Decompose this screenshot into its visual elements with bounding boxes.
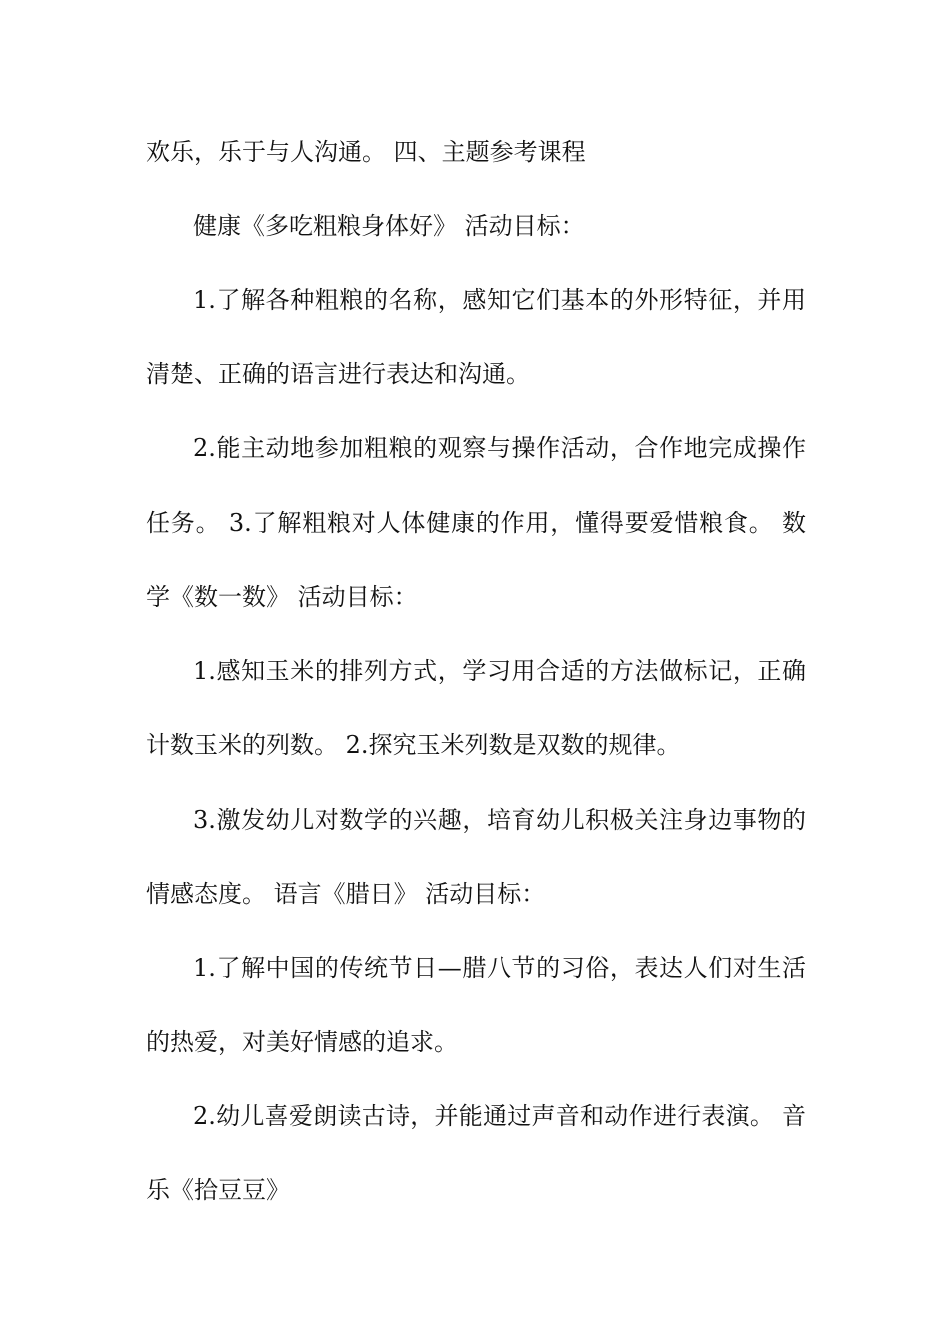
text-line-6: 任务。 3.了解粗粮对人体健康的作用，懂得要爱惜粮食。 数 [146, 509, 806, 537]
text-line-3: 1.了解各种粗粮的名称，感知它们基本的外形特征，并用 [193, 286, 806, 314]
text-line-13: 的热爱，对美好情感的追求。 [146, 1028, 458, 1056]
text-line-1: 欢乐，乐于与人沟通。 四、主题参考课程 [146, 138, 586, 166]
text-line-8: 1.感知玉米的排列方式，学习用合适的方法做标记，正确 [193, 657, 806, 685]
text-line-2: 健康《多吃粗粮身体好》 活动目标： [193, 212, 585, 240]
text-line-11: 情感态度。 语言《腊日》 活动目标： [146, 880, 546, 908]
text-line-12: 1.了解中国的传统节日—腊八节的习俗，表达人们对生活 [193, 954, 806, 982]
text-line-9: 计数玉米的列数。 2.探究玉米列数是双数的规律。 [146, 731, 681, 759]
text-line-4: 清楚、正确的语言进行表达和沟通。 [146, 360, 530, 388]
text-line-14: 2.幼儿喜爱朗读古诗，并能通过声音和动作进行表演。 音 [193, 1102, 806, 1130]
text-line-5: 2.能主动地参加粗粮的观察与操作活动，合作地完成操作 [193, 434, 806, 462]
text-line-15: 乐《拾豆豆》 [146, 1176, 290, 1204]
text-line-10: 3.激发幼儿对数学的兴趣，培育幼儿积极关注身边事物的 [193, 806, 806, 834]
text-line-7: 学《数一数》 活动目标： [146, 583, 418, 611]
